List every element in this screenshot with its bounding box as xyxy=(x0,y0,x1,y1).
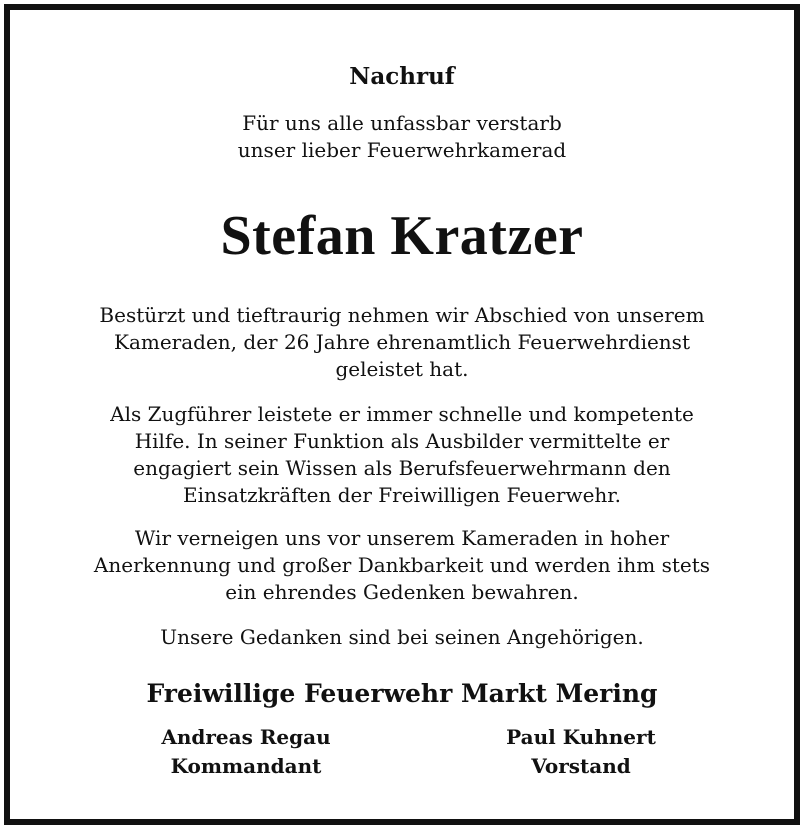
paragraph-line: Einsatzkräften der Freiwilligen Feuerwehr. xyxy=(182,483,622,507)
deceased-name: Stefan Kratzer xyxy=(220,205,584,267)
signatory-right xyxy=(451,723,711,781)
signatory-name: Paul Kuhnert xyxy=(506,725,656,749)
signatory-role: Kommandant xyxy=(170,754,322,778)
paragraph-service xyxy=(30,401,774,509)
paragraph-line: geleistet hat. xyxy=(335,357,469,381)
paragraph-line: Anerkennung und großer Dankbarkeit und werden ihm stets xyxy=(93,553,711,577)
intro-line: Für uns alle unfassbar verstarb xyxy=(242,111,562,135)
paragraph-line: Hilfe. In seiner Funktion als Ausbilder vermittelte er xyxy=(134,429,670,453)
paragraph-line: Wir verneigen uns vor unserem Kameraden in hoher xyxy=(134,526,670,550)
signatory-left xyxy=(116,723,376,781)
paragraph-line: Bestürzt und tieftraurig nehmen wir Abschied von unserem xyxy=(99,303,705,327)
organization-name: Freiwillige Feuerwehr Markt Mering xyxy=(146,679,658,708)
obituary-frame xyxy=(4,4,800,825)
paragraph-line: Unsere Gedanken sind bei seinen Angehörigen. xyxy=(160,625,644,649)
paragraph-line: Kameraden, der 26 Jahre ehrenamtlich Feuerwehrdienst xyxy=(114,330,690,354)
intro-text xyxy=(10,110,794,164)
signatories xyxy=(10,723,794,783)
paragraph-tribute xyxy=(30,525,774,606)
obituary-heading: Nachruf xyxy=(349,63,455,90)
paragraph-line: ein ehrendes Gedenken bewahren. xyxy=(225,580,579,604)
signatory-name: Andreas Regau xyxy=(161,725,331,749)
intro-line: unser lieber Feuerwehrkamerad xyxy=(237,138,567,162)
paragraph-line: engagiert sein Wissen als Berufsfeuerwehrmann den xyxy=(133,456,671,480)
paragraph-line: Als Zugführer leistete er immer schnelle und kompetente xyxy=(110,402,694,426)
paragraph-condolence xyxy=(30,624,774,651)
paragraph-farewell xyxy=(30,302,774,383)
obituary-content xyxy=(10,10,794,819)
signatory-role: Vorstand xyxy=(531,754,631,778)
